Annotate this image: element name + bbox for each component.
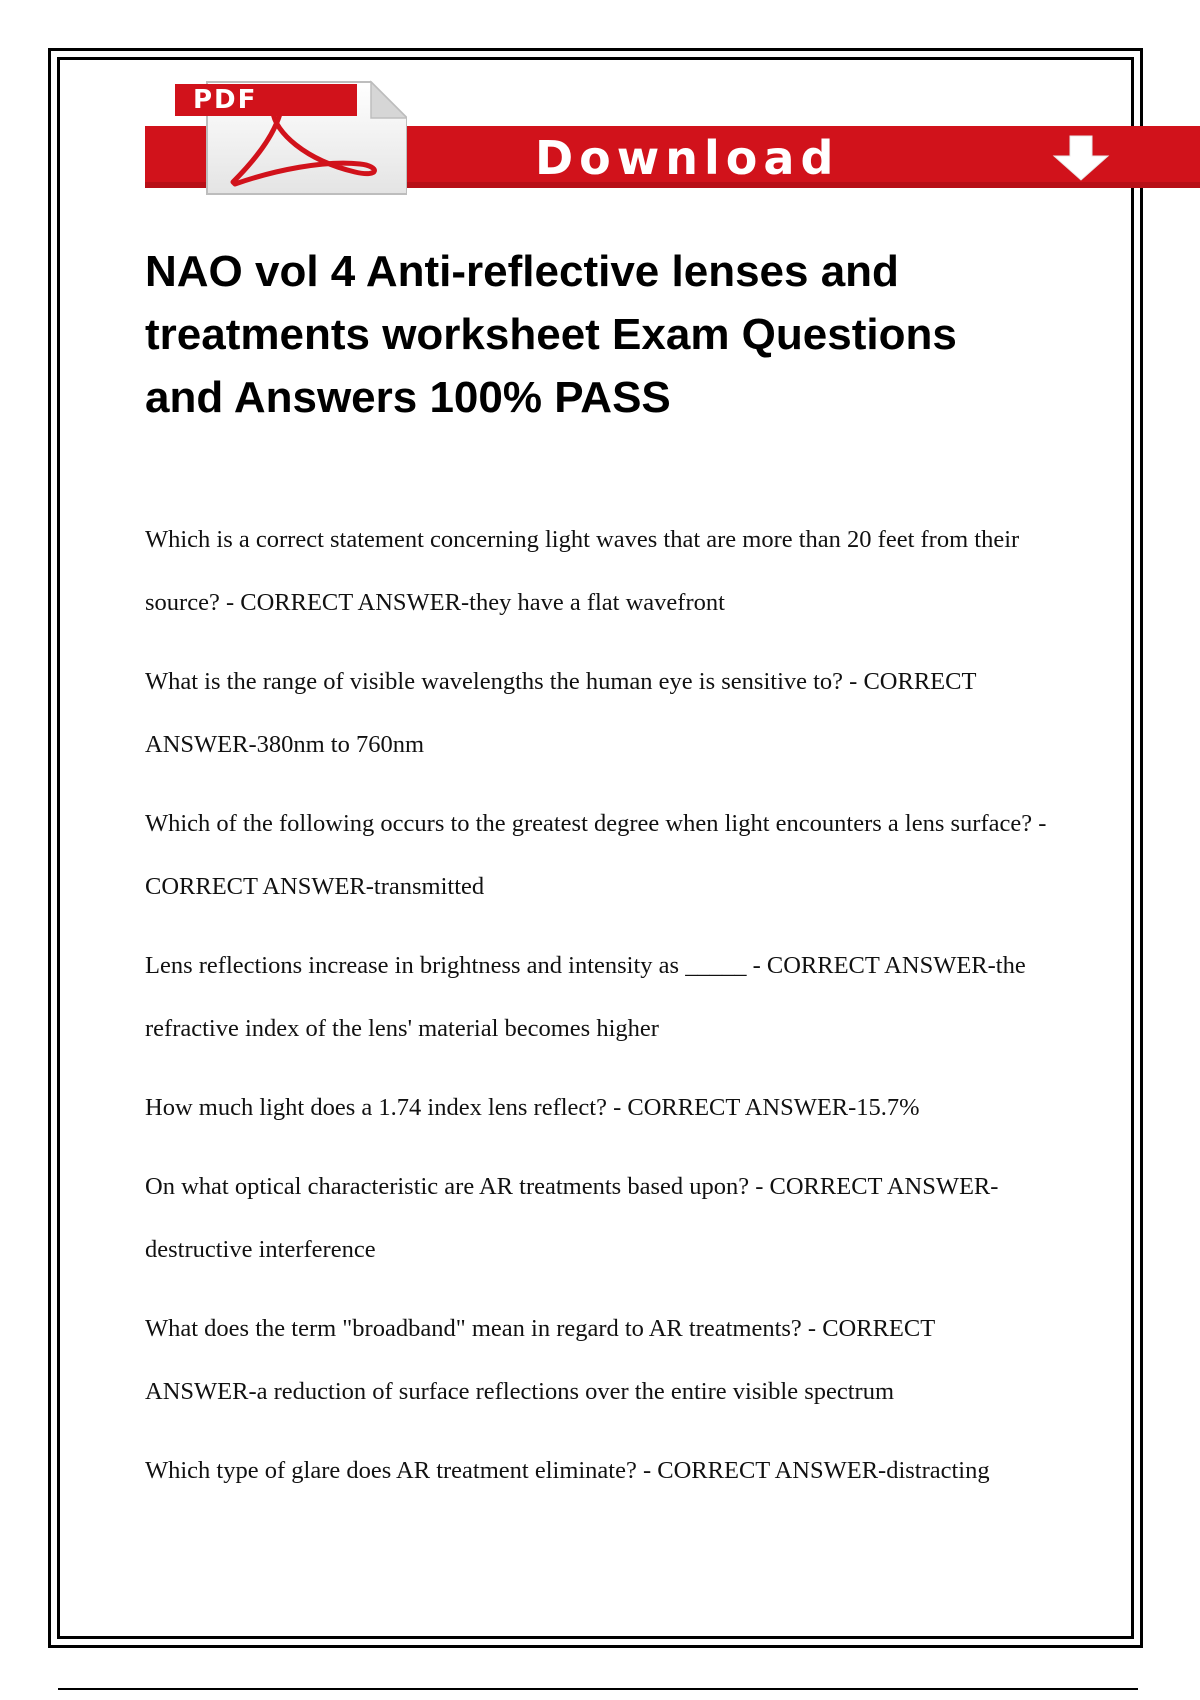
qa-item: Which type of glare does AR treatment eliminate? - CORRECT ANSWER-distracting xyxy=(145,1457,990,1484)
qa-item: What is the range of visible wavelengths the human eye is sensitive to? - CORRECT ANSWER-380nm to 760nm xyxy=(145,668,977,758)
qa-item: How much light does a 1.74 index lens reflect? - CORRECT ANSWER-15.7% xyxy=(145,1094,920,1121)
qa-item: Which of the following occurs to the greatest degree when light encounters a lens surface? - CORRECT ANSWER-transmitted xyxy=(145,810,1047,900)
qa-item: On what optical characteristic are AR treatments based upon? - CORRECT ANSWER-destructive interference xyxy=(145,1173,999,1263)
pdf-download-banner[interactable] xyxy=(145,78,1200,200)
qa-item: Lens reflections increase in brightness and intensity as _____ - CORRECT ANSWER-the refractive index of the lens' material becomes higher xyxy=(145,952,1026,1042)
download-arrow-icon[interactable] xyxy=(1050,134,1112,182)
pdf-file-icon xyxy=(175,80,407,196)
qa-item: Which is a correct statement concerning light waves that are more than 20 feet from their source? - CORRECT ANSWER-they have a flat wavefront xyxy=(145,526,1020,616)
document-title: NAO vol 4 Anti-reflective lenses and treatments worksheet Exam Questions and Answers 100% PASS xyxy=(145,247,957,422)
qa-list xyxy=(145,508,1050,1518)
download-label[interactable]: Download xyxy=(535,131,840,185)
pdf-label: PDF xyxy=(175,84,357,116)
qa-item: What does the term "broadband" mean in regard to AR treatments? - CORRECT ANSWER-a reduction of surface reflections over the entire visible spectrum xyxy=(145,1315,935,1405)
bottom-divider xyxy=(58,1688,1138,1690)
